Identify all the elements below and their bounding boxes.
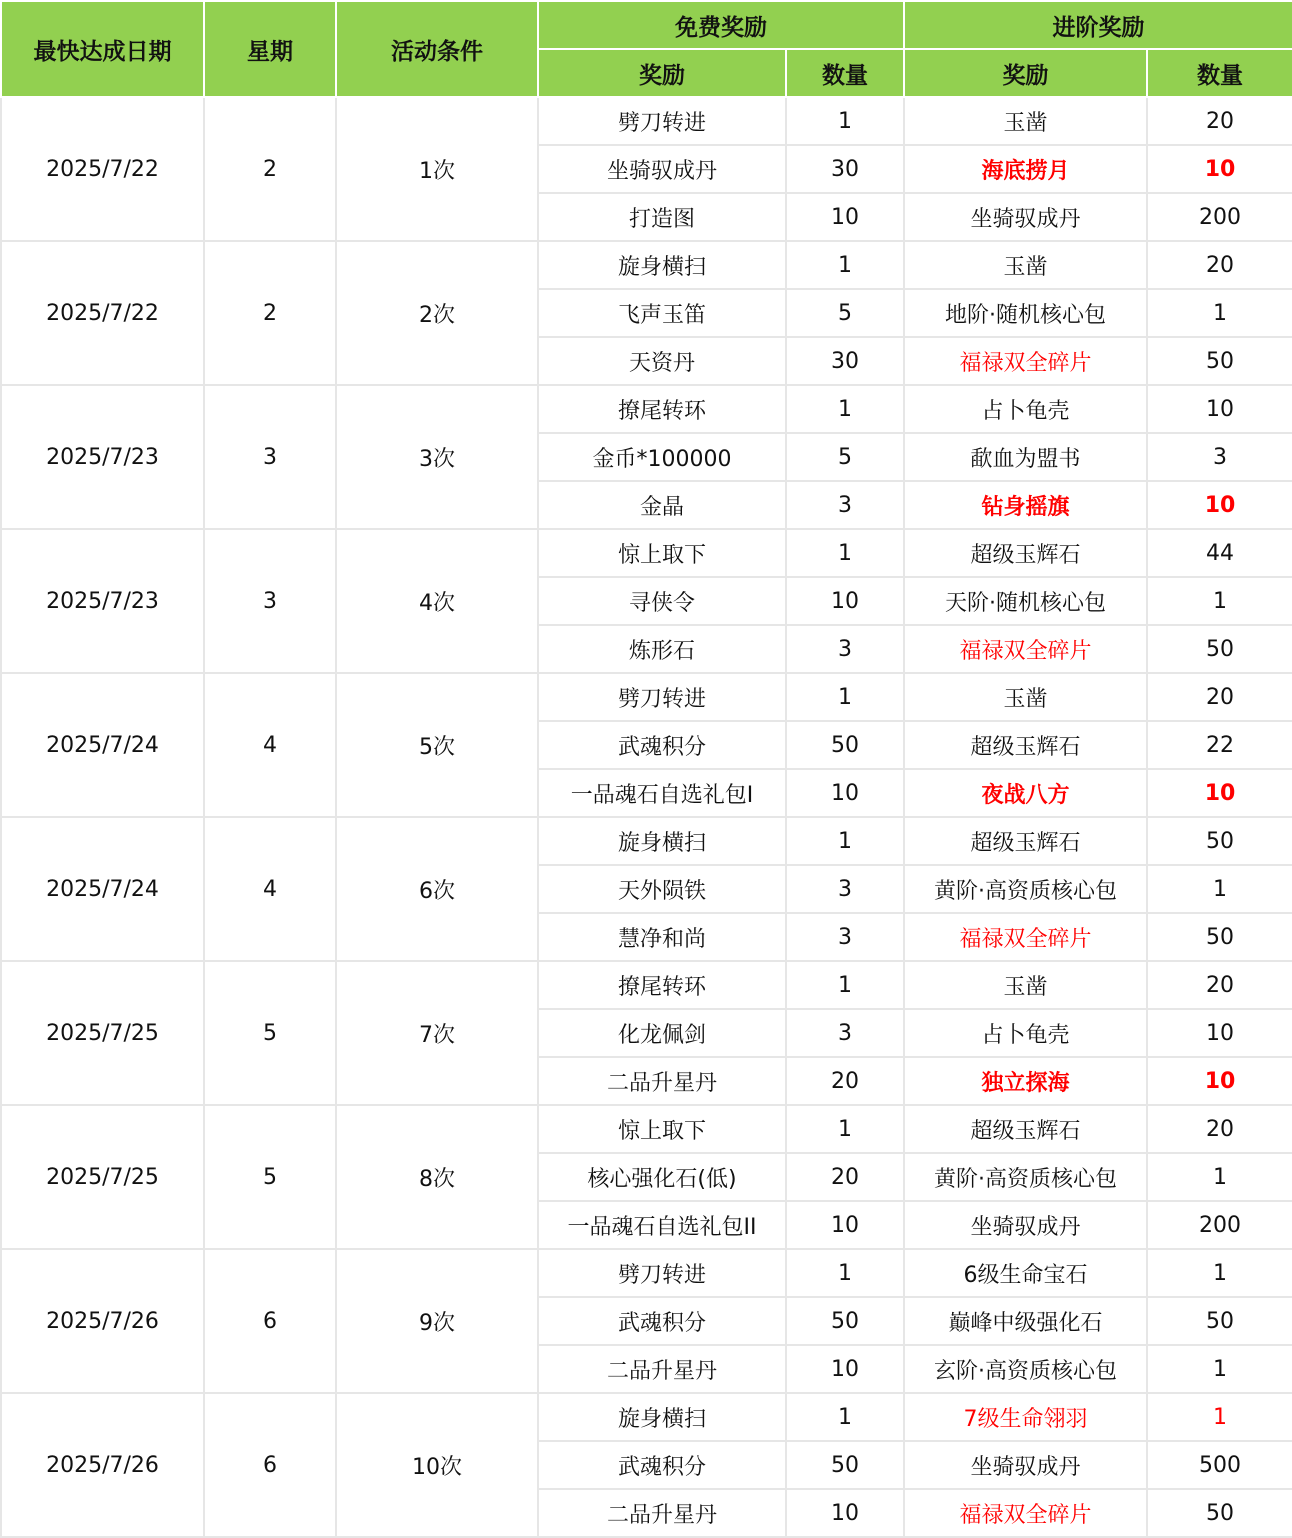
free-reward-name: 劈刀转进 — [538, 673, 786, 721]
free-reward-quantity: 1 — [786, 1249, 904, 1297]
free-reward-quantity: 50 — [786, 721, 904, 769]
advanced-reward-name: 福禄双全碎片 — [904, 1489, 1147, 1537]
free-reward-name: 天资丹 — [538, 337, 786, 385]
advanced-reward-name: 夜战八方 — [904, 769, 1147, 817]
header-weekday: 星期 — [204, 1, 336, 97]
advanced-reward-quantity: 50 — [1147, 1489, 1292, 1537]
free-reward-name: 武魂积分 — [538, 721, 786, 769]
free-reward-name: 核心强化石(低) — [538, 1153, 786, 1201]
free-reward-quantity: 1 — [786, 385, 904, 433]
advanced-reward-name: 7级生命翎羽 — [904, 1393, 1147, 1441]
free-reward-name: 旋身横扫 — [538, 241, 786, 289]
free-reward-name: 武魂积分 — [538, 1441, 786, 1489]
header-advanced-rewards: 进阶奖励 — [904, 1, 1292, 49]
free-reward-name: 飞声玉笛 — [538, 289, 786, 337]
free-reward-name: 惊上取下 — [538, 1105, 786, 1153]
free-reward-quantity: 30 — [786, 145, 904, 193]
free-reward-quantity: 50 — [786, 1297, 904, 1345]
advanced-reward-name: 福禄双全碎片 — [904, 625, 1147, 673]
free-reward-quantity: 3 — [786, 865, 904, 913]
advanced-reward-name: 玄阶·高资质核心包 — [904, 1345, 1147, 1393]
date-cell: 2025/7/23 — [1, 529, 204, 673]
header-advanced-reward: 奖励 — [904, 49, 1147, 97]
condition-cell: 7次 — [336, 961, 538, 1105]
advanced-reward-name: 福禄双全碎片 — [904, 337, 1147, 385]
advanced-reward-quantity: 1 — [1147, 1153, 1292, 1201]
free-reward-quantity: 1 — [786, 673, 904, 721]
advanced-reward-name: 6级生命宝石 — [904, 1249, 1147, 1297]
advanced-reward-quantity: 10 — [1147, 1057, 1292, 1105]
free-reward-name: 旋身横扫 — [538, 1393, 786, 1441]
advanced-reward-quantity: 1 — [1147, 1345, 1292, 1393]
table-row — [1, 241, 1292, 289]
advanced-reward-name: 超级玉辉石 — [904, 817, 1147, 865]
free-reward-quantity: 10 — [786, 577, 904, 625]
free-reward-quantity: 3 — [786, 625, 904, 673]
free-reward-quantity: 30 — [786, 337, 904, 385]
advanced-reward-name: 福禄双全碎片 — [904, 913, 1147, 961]
advanced-reward-name: 玉凿 — [904, 961, 1147, 1009]
advanced-reward-name: 坐骑驭成丹 — [904, 1201, 1147, 1249]
free-reward-name: 慧净和尚 — [538, 913, 786, 961]
free-reward-quantity: 1 — [786, 97, 904, 145]
free-reward-name: 二品升星丹 — [538, 1345, 786, 1393]
date-cell: 2025/7/25 — [1, 961, 204, 1105]
advanced-reward-quantity: 50 — [1147, 913, 1292, 961]
advanced-reward-name: 占卜龟壳 — [904, 385, 1147, 433]
free-reward-quantity: 10 — [786, 1345, 904, 1393]
date-cell: 2025/7/26 — [1, 1249, 204, 1393]
advanced-reward-name: 独立探海 — [904, 1057, 1147, 1105]
advanced-reward-name: 黄阶·高资质核心包 — [904, 865, 1147, 913]
free-reward-quantity: 20 — [786, 1153, 904, 1201]
weekday-cell: 6 — [204, 1393, 336, 1537]
date-cell: 2025/7/24 — [1, 673, 204, 817]
advanced-reward-quantity: 20 — [1147, 97, 1292, 145]
advanced-reward-name: 黄阶·高资质核心包 — [904, 1153, 1147, 1201]
weekday-cell: 5 — [204, 1105, 336, 1249]
advanced-reward-quantity: 500 — [1147, 1441, 1292, 1489]
advanced-reward-quantity: 20 — [1147, 1105, 1292, 1153]
advanced-reward-name: 巅峰中级强化石 — [904, 1297, 1147, 1345]
condition-cell: 1次 — [336, 97, 538, 241]
advanced-reward-name: 天阶·随机核心包 — [904, 577, 1147, 625]
header-date: 最快达成日期 — [1, 1, 204, 97]
advanced-reward-name: 地阶·随机核心包 — [904, 289, 1147, 337]
free-reward-name: 撩尾转环 — [538, 961, 786, 1009]
free-reward-quantity: 1 — [786, 529, 904, 577]
date-cell: 2025/7/22 — [1, 241, 204, 385]
free-reward-quantity: 3 — [786, 913, 904, 961]
advanced-reward-quantity: 20 — [1147, 961, 1292, 1009]
table-row — [1, 385, 1292, 433]
free-reward-name: 炼形石 — [538, 625, 786, 673]
date-cell: 2025/7/24 — [1, 817, 204, 961]
table-row — [1, 817, 1292, 865]
condition-cell: 5次 — [336, 673, 538, 817]
weekday-cell: 4 — [204, 817, 336, 961]
free-reward-name: 武魂积分 — [538, 1297, 786, 1345]
advanced-reward-quantity: 10 — [1147, 769, 1292, 817]
header-condition: 活动条件 — [336, 1, 538, 97]
date-cell: 2025/7/26 — [1, 1393, 204, 1537]
free-reward-name: 旋身横扫 — [538, 817, 786, 865]
free-reward-quantity: 1 — [786, 961, 904, 1009]
table-header — [1, 1, 1292, 97]
free-reward-name: 金晶 — [538, 481, 786, 529]
advanced-reward-name: 超级玉辉石 — [904, 529, 1147, 577]
advanced-reward-name: 占卜龟壳 — [904, 1009, 1147, 1057]
weekday-cell: 3 — [204, 529, 336, 673]
advanced-reward-quantity: 3 — [1147, 433, 1292, 481]
table-row — [1, 673, 1292, 721]
weekday-cell: 4 — [204, 673, 336, 817]
free-reward-name: 撩尾转环 — [538, 385, 786, 433]
weekday-cell: 2 — [204, 241, 336, 385]
condition-cell: 2次 — [336, 241, 538, 385]
free-reward-quantity: 5 — [786, 433, 904, 481]
advanced-reward-quantity: 200 — [1147, 1201, 1292, 1249]
advanced-reward-name: 歃血为盟书 — [904, 433, 1147, 481]
free-reward-quantity: 10 — [786, 1201, 904, 1249]
advanced-reward-quantity: 20 — [1147, 673, 1292, 721]
advanced-reward-name: 超级玉辉石 — [904, 1105, 1147, 1153]
advanced-reward-quantity: 50 — [1147, 817, 1292, 865]
free-reward-quantity: 10 — [786, 1489, 904, 1537]
free-reward-name: 劈刀转进 — [538, 97, 786, 145]
free-reward-quantity: 1 — [786, 817, 904, 865]
free-reward-quantity: 1 — [786, 1393, 904, 1441]
advanced-reward-name: 玉凿 — [904, 241, 1147, 289]
free-reward-quantity: 1 — [786, 241, 904, 289]
free-reward-name: 化龙佩剑 — [538, 1009, 786, 1057]
date-cell: 2025/7/25 — [1, 1105, 204, 1249]
advanced-reward-quantity: 1 — [1147, 577, 1292, 625]
free-reward-name: 二品升星丹 — [538, 1489, 786, 1537]
advanced-reward-quantity: 44 — [1147, 529, 1292, 577]
advanced-reward-quantity: 10 — [1147, 481, 1292, 529]
condition-cell: 9次 — [336, 1249, 538, 1393]
free-reward-quantity: 10 — [786, 769, 904, 817]
advanced-reward-quantity: 1 — [1147, 1249, 1292, 1297]
advanced-reward-quantity: 50 — [1147, 337, 1292, 385]
condition-cell: 3次 — [336, 385, 538, 529]
advanced-reward-name: 玉凿 — [904, 673, 1147, 721]
header-free-quantity: 数量 — [786, 49, 904, 97]
date-cell: 2025/7/23 — [1, 385, 204, 529]
advanced-reward-quantity: 10 — [1147, 1009, 1292, 1057]
free-reward-name: 一品魂石自选礼包I — [538, 769, 786, 817]
advanced-reward-name: 玉凿 — [904, 97, 1147, 145]
free-reward-quantity: 5 — [786, 289, 904, 337]
free-reward-name: 惊上取下 — [538, 529, 786, 577]
advanced-reward-quantity: 10 — [1147, 145, 1292, 193]
free-reward-quantity: 50 — [786, 1441, 904, 1489]
advanced-reward-quantity: 1 — [1147, 1393, 1292, 1441]
free-reward-quantity: 1 — [786, 1105, 904, 1153]
table-row — [1, 97, 1292, 145]
weekday-cell: 5 — [204, 961, 336, 1105]
table-row — [1, 529, 1292, 577]
free-reward-name: 打造图 — [538, 193, 786, 241]
advanced-reward-quantity: 200 — [1147, 193, 1292, 241]
free-reward-quantity: 3 — [786, 1009, 904, 1057]
header-advanced-quantity: 数量 — [1147, 49, 1292, 97]
advanced-reward-quantity: 1 — [1147, 289, 1292, 337]
free-reward-name: 劈刀转进 — [538, 1249, 786, 1297]
header-free-reward: 奖励 — [538, 49, 786, 97]
condition-cell: 6次 — [336, 817, 538, 961]
advanced-reward-name: 海底捞月 — [904, 145, 1147, 193]
free-reward-name: 金币*100000 — [538, 433, 786, 481]
weekday-cell: 2 — [204, 97, 336, 241]
condition-cell: 8次 — [336, 1105, 538, 1249]
condition-cell: 4次 — [336, 529, 538, 673]
advanced-reward-name: 超级玉辉石 — [904, 721, 1147, 769]
free-reward-quantity: 10 — [786, 193, 904, 241]
weekday-cell: 6 — [204, 1249, 336, 1393]
advanced-reward-name: 钻身摇旗 — [904, 481, 1147, 529]
advanced-reward-name: 坐骑驭成丹 — [904, 193, 1147, 241]
free-reward-name: 寻侠令 — [538, 577, 786, 625]
condition-cell: 10次 — [336, 1393, 538, 1537]
advanced-reward-quantity: 22 — [1147, 721, 1292, 769]
table-row — [1, 961, 1292, 1009]
table-row — [1, 1105, 1292, 1153]
advanced-reward-quantity: 50 — [1147, 1297, 1292, 1345]
advanced-reward-quantity: 1 — [1147, 865, 1292, 913]
free-reward-name: 坐骑驭成丹 — [538, 145, 786, 193]
weekday-cell: 3 — [204, 385, 336, 529]
advanced-reward-quantity: 50 — [1147, 625, 1292, 673]
free-reward-quantity: 3 — [786, 481, 904, 529]
table-row — [1, 1249, 1292, 1297]
advanced-reward-quantity: 10 — [1147, 385, 1292, 433]
free-reward-name: 天外陨铁 — [538, 865, 786, 913]
advanced-reward-quantity: 20 — [1147, 241, 1292, 289]
table-row — [1, 1393, 1292, 1441]
free-reward-name: 一品魂石自选礼包II — [538, 1201, 786, 1249]
free-reward-name: 二品升星丹 — [538, 1057, 786, 1105]
date-cell: 2025/7/22 — [1, 97, 204, 241]
free-reward-quantity: 20 — [786, 1057, 904, 1105]
advanced-reward-name: 坐骑驭成丹 — [904, 1441, 1147, 1489]
table-body — [1, 97, 1292, 1537]
header-free-rewards: 免费奖励 — [538, 1, 904, 49]
